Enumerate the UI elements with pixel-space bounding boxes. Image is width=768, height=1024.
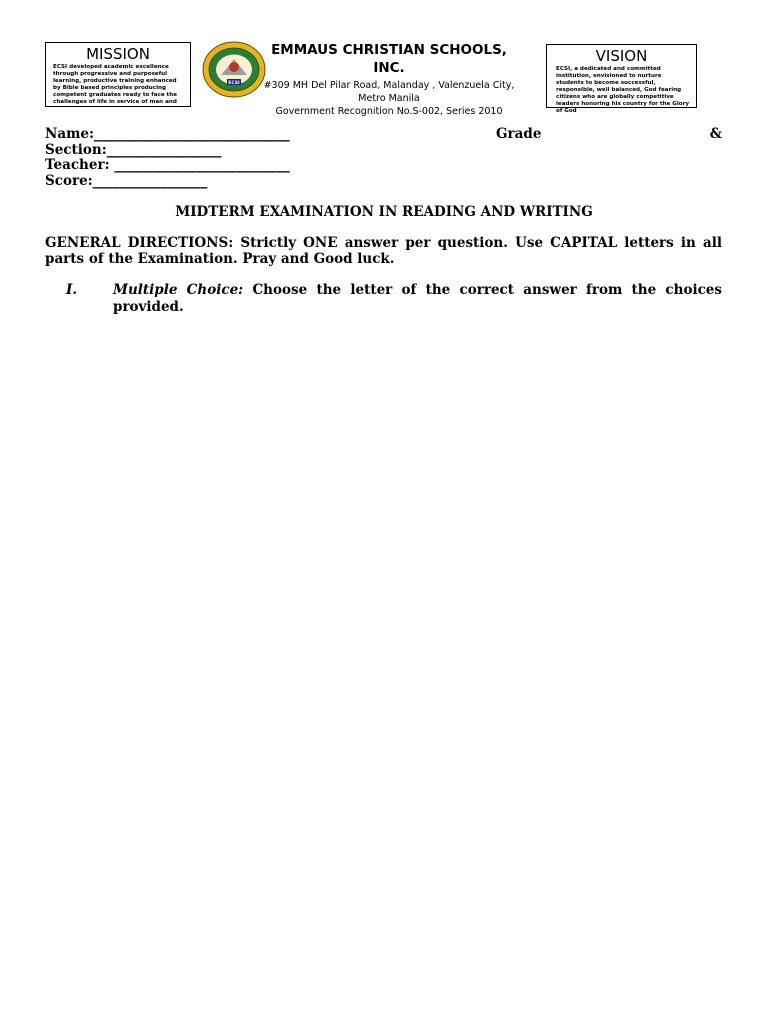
vision-title: VISION — [595, 47, 648, 65]
section-field[interactable]: Section:_________________ — [45, 141, 222, 158]
school-header — [262, 41, 516, 118]
section-instructions — [113, 282, 722, 316]
name-field[interactable]: Name:_____________________________ — [45, 126, 290, 142]
vision-text: ECSI, a dedicated and committed institution, envisioned to nurture students to become successful, responsible, well balanced, God fearing citizens who are globally competitive leaders honoring his country for the Glory of God — [556, 66, 690, 114]
general-directions: GENERAL DIRECTIONS: Strictly ONE answer per question. Use CAPITAL letters in all parts of the Examination. Pray and Good luck. — [45, 235, 722, 267]
exam-title: MIDTERM EXAMINATION IN READING AND WRITING — [175, 204, 593, 220]
teacher-field[interactable]: Teacher: __________________________ — [45, 157, 290, 173]
logo-label: ECSI — [228, 81, 240, 86]
student-info-fields — [45, 127, 722, 189]
school-name-line1: EMMAUS CHRISTIAN SCHOOLS, — [271, 42, 507, 58]
school-name-line2: INC. — [373, 60, 405, 76]
school-seal-icon — [201, 41, 267, 98]
vision-box — [546, 44, 697, 114]
section-label: Multiple Choice: — [113, 282, 244, 298]
mission-text: ECSI developed academic excellence through progressive and purposeful learning, productive training enhanced by Bible based principles producing competent graduates ready to face the challenges of life in service of man and — [53, 64, 178, 105]
section-number: I. — [66, 282, 78, 298]
school-address-line2: Metro Manila — [358, 93, 420, 104]
mission-box — [45, 42, 191, 107]
score-field[interactable]: Score:_________________ — [45, 172, 208, 189]
grade-label: Grade — [496, 126, 542, 142]
section-multiple-choice — [66, 282, 722, 316]
school-recognition: Government Recognition No.S-002, Series 2010 — [275, 106, 503, 117]
grade-ampersand: & — [709, 126, 722, 142]
name-row — [45, 127, 722, 143]
section-text: Choose the letter of the correct answer from the choices provided. — [113, 282, 723, 315]
school-address-line1: #309 MH Del Pilar Road, Malanday , Valenzuela City, — [263, 80, 515, 91]
mission-title: MISSION — [86, 45, 150, 63]
